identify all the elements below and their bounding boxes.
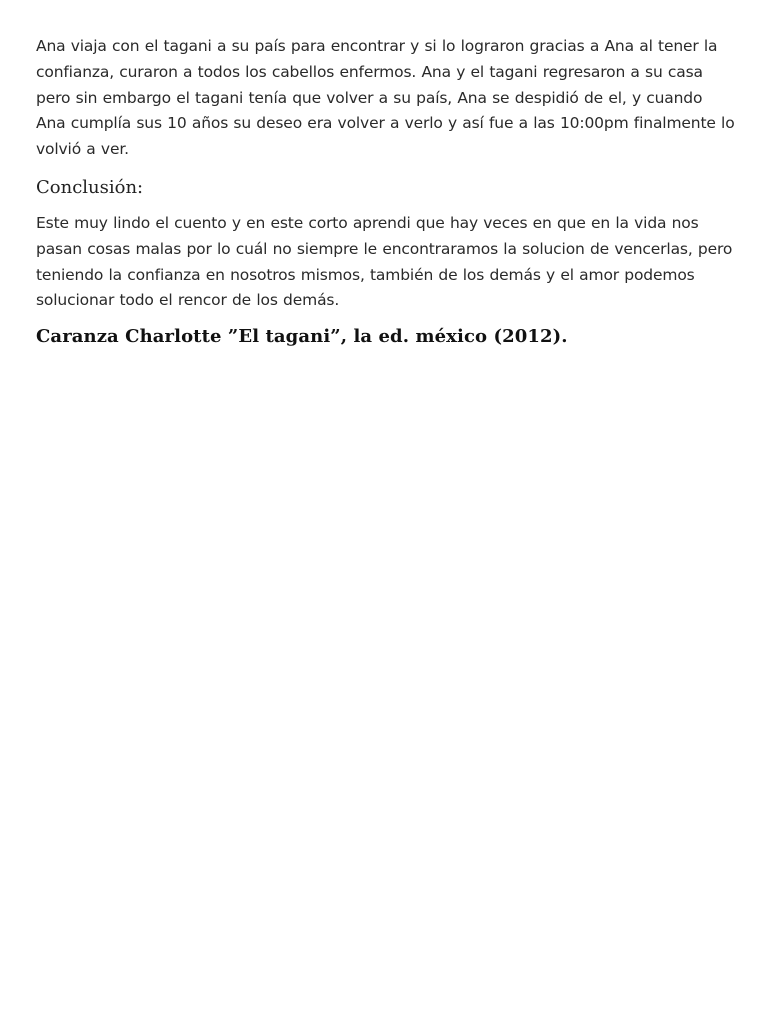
document-content — [36, 34, 736, 350]
conclusion-paragraph: Este muy lindo el cuento y en este corto aprendi que hay veces en que en la vida nos pasan cosas malas por lo cuál no siempre le encontraramos la solucion de vencerlas, pero teniendo la confianza en nosotros mismos, también de los demás y el amor podemos solucionar todo el rencor de los demás. — [36, 213, 733, 310]
citation: Caranza Charlotte ”El tagani”, la ed. méxico (2012). — [36, 326, 568, 348]
story-paragraph: Ana viaja con el tagani a su país para encontrar y si lo lograron gracias a Ana al tener la confianza, curaron a todos los cabellos enfermos. Ana y el tagani regresaron a su casa pero sin embargo el tagani tenía que volver a su país, Ana se despidió de el, y cuando Ana cumplía sus 10 años su deseo era volver a verlo y así fue a las 10:00pm finalmente lo volvió a ver. — [36, 37, 735, 159]
conclusion-heading: Conclusión: — [36, 176, 144, 198]
